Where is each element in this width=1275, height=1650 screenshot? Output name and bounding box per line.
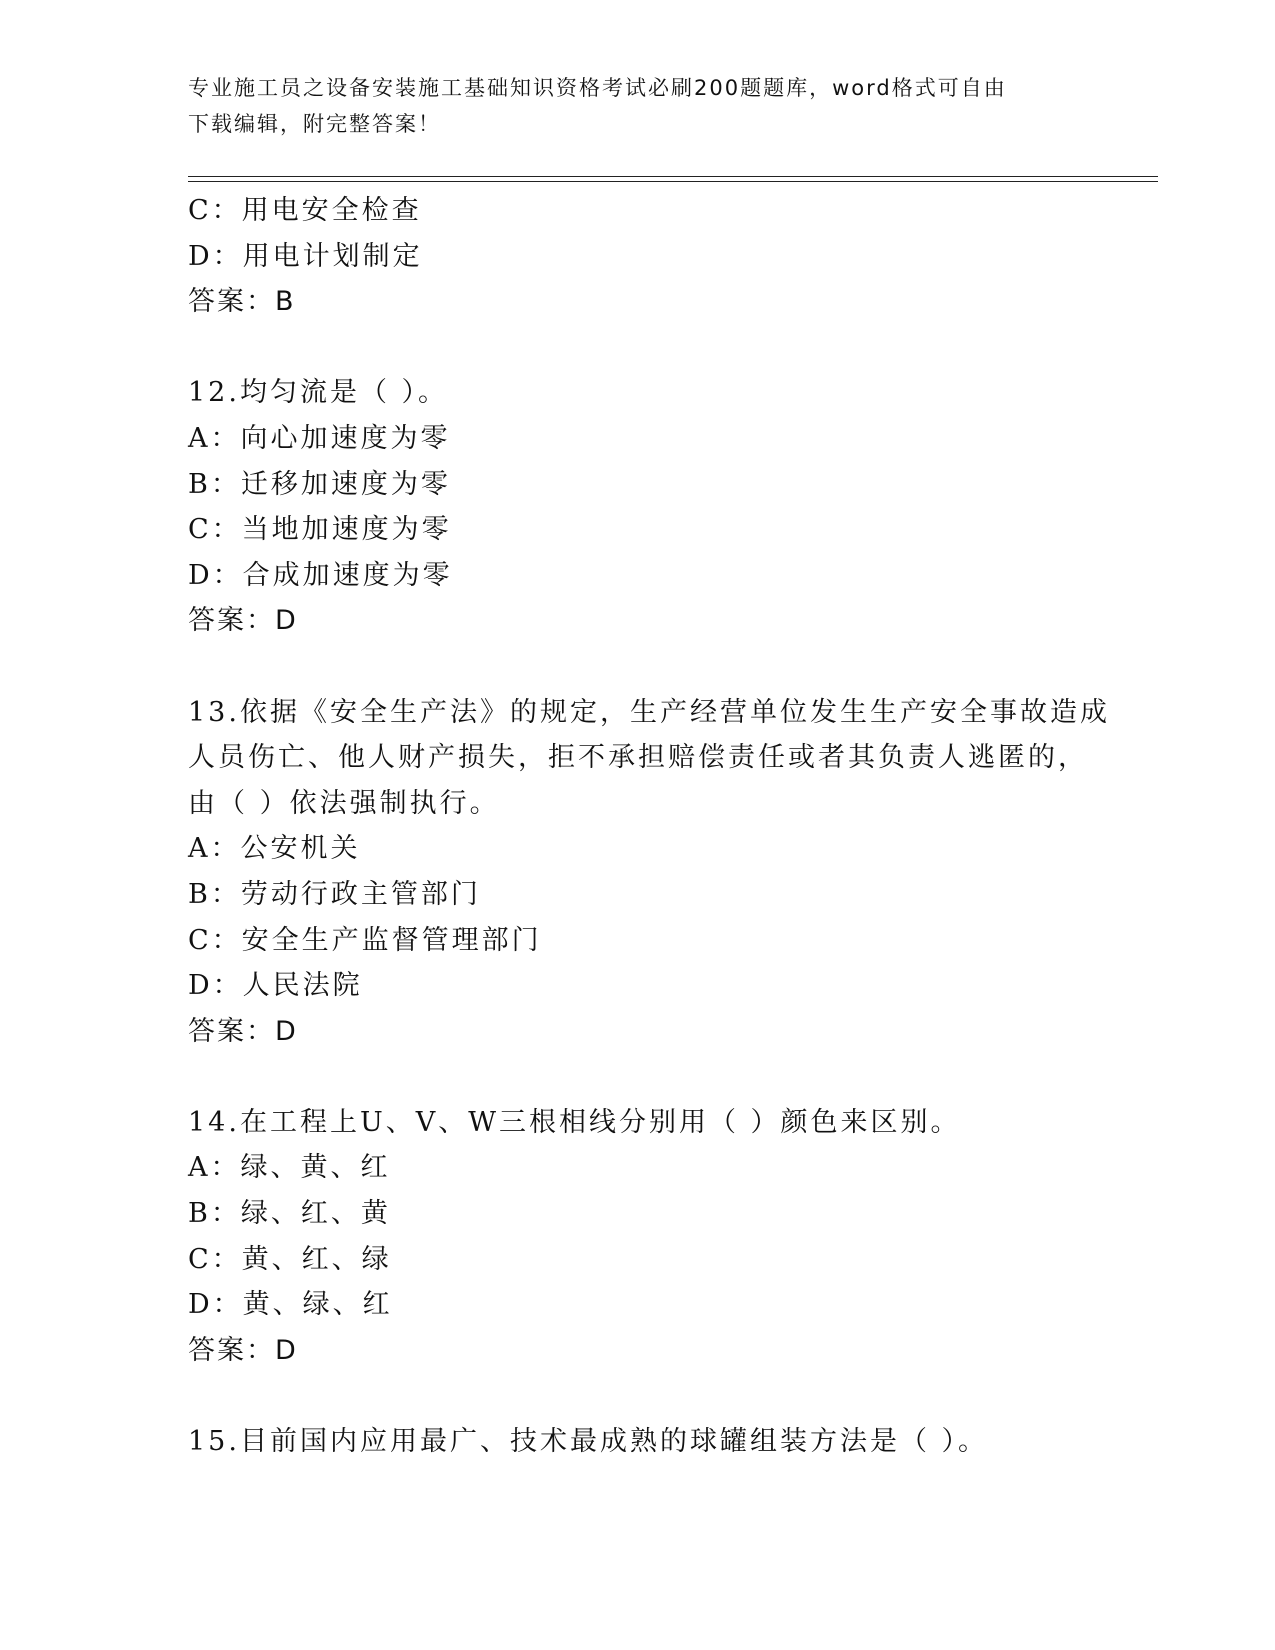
spacer	[188, 325, 1088, 371]
option-b: B：绿、红、黄	[188, 1198, 391, 1230]
document-header	[188, 70, 1088, 142]
spacer	[188, 1054, 1088, 1100]
spacer	[188, 644, 1088, 690]
option-a: A：绿、黄、红	[188, 1152, 391, 1184]
header-title-line-1: 专业施工员之设备安装施工基础知识资格考试必刷200题题库，word格式可自由	[188, 76, 1007, 100]
question-12	[188, 370, 1088, 644]
answer: 答案：D	[188, 1334, 298, 1366]
answer: 答案：D	[188, 605, 298, 637]
option-d: D：黄、绿、红	[188, 1289, 393, 1321]
header-title-line-2: 下载编辑，附完整答案！	[188, 112, 441, 136]
answer: 答案：D	[188, 1015, 298, 1047]
option-d: D：人民法院	[188, 970, 363, 1002]
question-13	[188, 690, 1110, 1055]
option-c: C：安全生产监督管理部门	[188, 924, 542, 956]
spacer	[188, 1373, 1088, 1419]
question-list	[188, 188, 1110, 1465]
question-stem-line-1: 13.依据《安全生产法》的规定，生产经营单位发生生产安全事故造成	[188, 696, 1110, 728]
option-b: B：劳动行政主管部门	[188, 878, 481, 910]
option-c: C：当地加速度为零	[188, 514, 452, 546]
option-c: C：黄、红、绿	[188, 1243, 392, 1275]
answer: 答案：B	[188, 286, 296, 318]
question-stem: 15.目前国内应用最广、技术最成熟的球罐组装方法是（ ）。	[188, 1426, 989, 1458]
header-divider-top	[188, 176, 1158, 177]
option-b: B：迁移加速度为零	[188, 468, 451, 500]
question-15	[188, 1419, 1088, 1465]
option-a: A：向心加速度为零	[188, 422, 451, 454]
option-d: D：合成加速度为零	[188, 559, 453, 591]
question-stem-line-2: 人员伤亡、他人财产损失，拒不承担赔偿责任或者其负责人逃匿的，	[188, 742, 1088, 774]
question-stem: 14.在工程上U、V、W三根相线分别用（ ）颜色来区别。	[188, 1106, 961, 1138]
question-stem-line-3: 由（ ）依法强制执行。	[188, 787, 500, 819]
question-11	[188, 188, 1088, 325]
header-divider-bottom	[188, 181, 1158, 182]
option-a: A：公安机关	[188, 833, 361, 865]
question-14	[188, 1100, 1088, 1374]
option-c: C：用电安全检查	[188, 195, 422, 226]
option-d: D：用电计划制定	[188, 240, 423, 272]
question-stem: 12.均匀流是（ ）。	[188, 377, 449, 409]
